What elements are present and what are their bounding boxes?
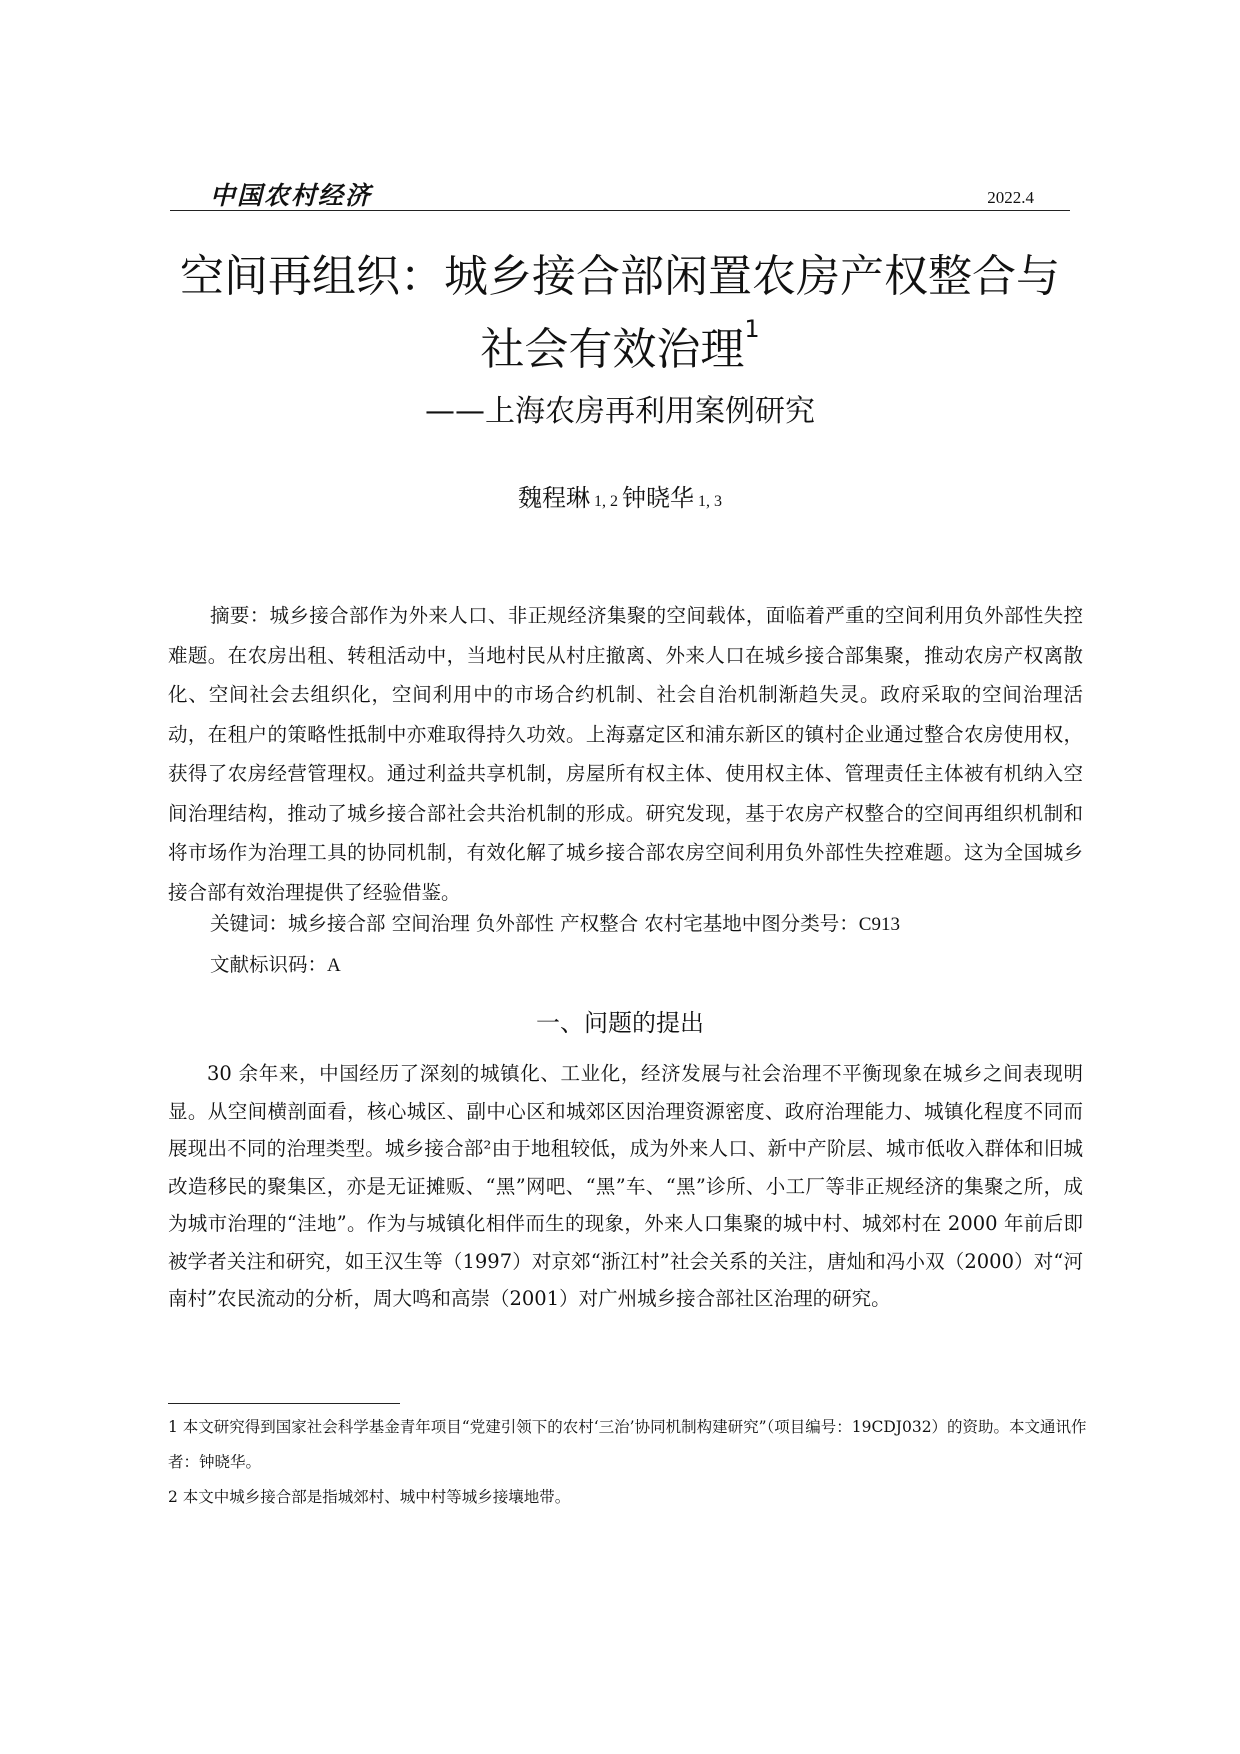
abstract: 摘要：城乡接合部作为外来人口、非正规经济集聚的空间载体，面临着严重的空间利用负外部性失控难题。在农房出租、转租活动中，当地村民从村庄撤离、外来人口在城乡接合部集聚，推动农房产权离散化、空间社会去组织化，空间利用中的市场合约机制、社会自治机制渐趋失灵。政府采取的空间治理活动，在租户的策略性抵制中亦难取得持久功效。上海嘉定区和浦东新区的镇村企业通过整合农房使用权，获得了农房经营管理权。通过利益共享机制，房屋所有权主体、使用权主体、管理责任主体被有机纳入空间治理结构，推动了城乡接合部社会共治机制的形成。研究发现，基于农房产权整合的空间再组织机制和将市场作为治理工具的协同机制，有效化解了城乡接合部农房空间利用负外部性失控难题。这为全国城乡接合部有效治理提供了经验借鉴。 bbox=[168, 604, 1083, 904]
title-line-2 bbox=[100, 313, 1140, 377]
journal-header bbox=[170, 176, 1070, 211]
journal-logo: 中国农村经济 bbox=[210, 181, 373, 210]
keywords-label: 关键词：城乡接合部 空间治理 负外部性 产权整合 农村宅基地中图分类号： bbox=[210, 912, 859, 935]
subtitle: ——上海农房再利用案例研究 bbox=[425, 394, 815, 429]
body-paragraph: 30 余年来，中国经历了深刻的城镇化、工业化，经济发展与社会治理不平衡现象在城乡之间表现明显。从空间横剖面看，核心城区、副中心区和城郊区因治理资源密度、政府治理能力、城镇化程度不同而展现出不同的治理类型。城乡接合部²由于地租较低，成为外来人口、新中产阶层、城市低收入群体和旧城改造移民的聚集区，亦是无证摊贩、“黑”网吧、“黑”车、“黑”诊所、小工厂等非正规经济的集聚之所，成为城市治理的“洼地”。作为与城镇化相伴而生的现象，外来人口集聚的城中村、城郊村在 2000 年前后即被学者关注和研究，如王汉生等（1997）对京郊“浙江村”社会关系的关注，唐灿和冯小双（2000）对“河南村”农民流动的分析，周大鸣和高崇（2001）对广州城乡接合部社区治理的研究。 bbox=[168, 1062, 1083, 1310]
authors bbox=[100, 478, 1140, 513]
title-footnote-mark[interactable]: 1 bbox=[744, 315, 760, 343]
author-1-affiliation: 1, 2 bbox=[590, 493, 622, 510]
footnote-2: 2 本文中城乡接合部是指城郊村、城中村等城乡接壤地带。 bbox=[168, 1488, 571, 1506]
section-heading: 一、问题的提出 bbox=[536, 1009, 704, 1037]
issue-number: 2022.4 bbox=[987, 188, 1034, 207]
document-code-value: A bbox=[327, 955, 341, 976]
footnote-divider bbox=[168, 1403, 400, 1404]
classification-code: C913 bbox=[858, 914, 900, 935]
keywords bbox=[210, 908, 900, 936]
document-code bbox=[210, 949, 341, 977]
author-2: 钟晓华 bbox=[622, 484, 694, 512]
document-code-label: 文献标识码： bbox=[210, 953, 328, 976]
title-line-2-text: 社会有效治理 bbox=[480, 324, 745, 375]
author-2-affiliation: 1, 3 bbox=[694, 493, 722, 510]
author-1: 魏程琳 bbox=[518, 484, 590, 512]
title-line-1: 空间再组织：城乡接合部闲置农房产权整合与 bbox=[180, 251, 1060, 302]
footnote-1: 1 本文研究得到国家社会科学基金青年项目“党建引领下的农村‘三治’协同机制构建研究”（项目编号：19CDJ032）的资助。本文通讯作者：钟晓华。 bbox=[168, 1418, 1087, 1471]
